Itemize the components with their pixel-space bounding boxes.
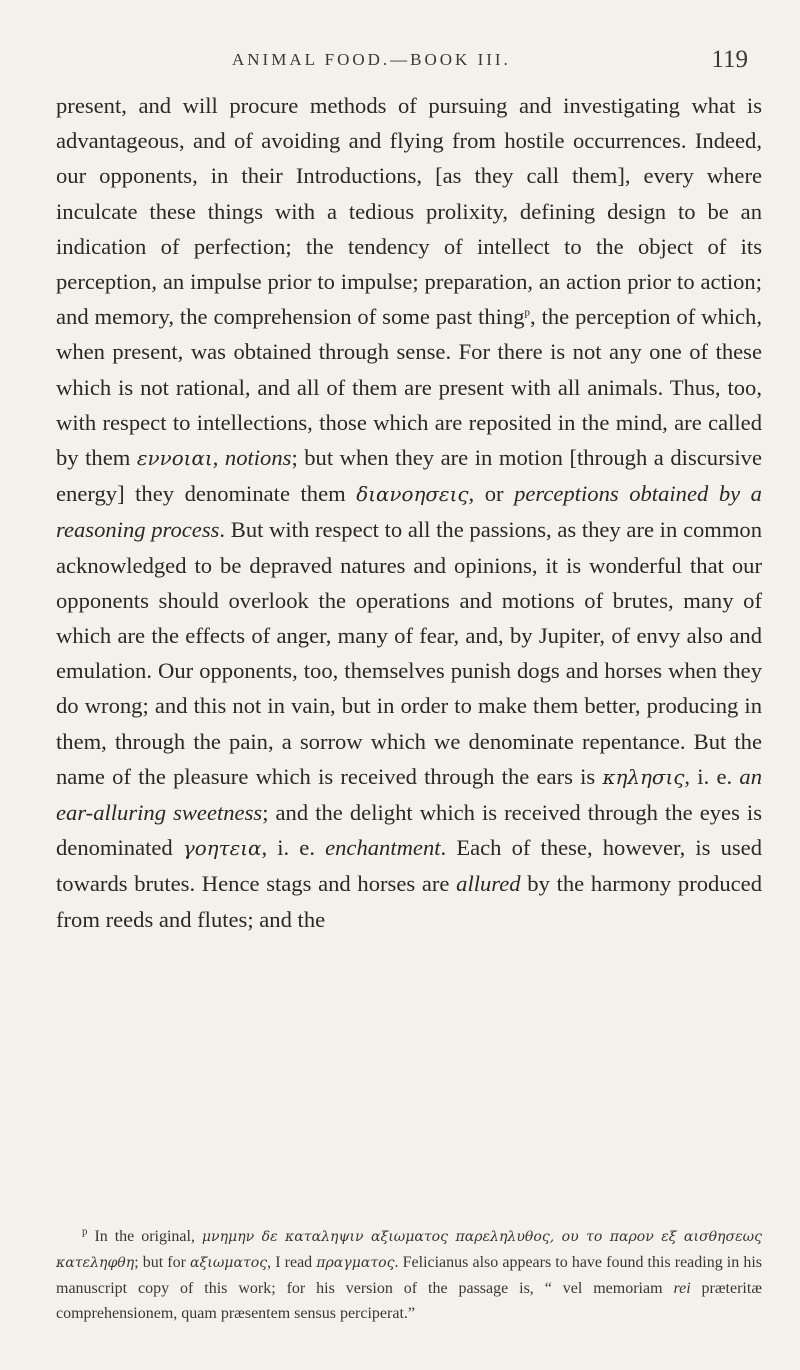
text-run: ; and the delight which is received through the eyes is denominated <box>56 800 762 861</box>
running-head <box>0 46 800 80</box>
body-paragraph <box>56 88 762 937</box>
greek-term: εννοιαι <box>136 447 213 471</box>
greek-term: πραγματος <box>316 1255 395 1271</box>
greek-term: κηλησις <box>602 765 685 789</box>
running-title: ANIMAL FOOD.—BOOK III. <box>232 50 511 69</box>
text-run: . Each of these, however, is used towards brutes. Hence stags and horses are <box>56 835 762 897</box>
text-run: , i. e. <box>261 835 326 861</box>
footnote-text: ; but for <box>134 1254 191 1271</box>
italic-term: an ear-alluring sweetness <box>56 763 762 826</box>
greek-quotation: μνημην δε καταληψιν αξιωματος παρεληλυθος, ου το παρον εξ αισθησεως κατεληφθη <box>56 1229 763 1271</box>
greek-term: γοητεια <box>182 837 262 861</box>
greek-term: διανοησεις <box>356 483 469 507</box>
text-run: ; but when they are in motion [through a discursive energy] they denominate them <box>56 445 762 507</box>
footnote-reference: p <box>524 306 531 319</box>
italic-term: enchantment <box>325 835 441 861</box>
text-run: , <box>212 445 225 471</box>
text-run: present, and will procure methods of pursuing and investigating what is advantageous, and of avoiding and flying from hostile occurrences. Indeed, our opponents, in their Introductions, [as they call them], every where inculcate these things with a tedious prolixity, defining design to be an indication of perfection; the tendency of intellect to the object of its perception, an impulse prior to impulse; preparation, an action prior to action; and memory, the comprehension of some past thing <box>56 93 762 330</box>
italic-term: allured <box>456 871 521 897</box>
text-run: , or <box>468 481 515 507</box>
footnote-marker: p <box>82 1225 88 1238</box>
italic-term: perceptions obtained by a reasoning process <box>56 481 762 543</box>
italic-term: notions <box>224 445 292 471</box>
footnote-text: In the original, <box>87 1228 202 1245</box>
text-run: , the perception of which, when present, was obtained through sense. For there is not any one of these which is not rational, and all of them are present with all animals. Thus, too, with respect to intellections, those which are reposited in the mind, are called by them <box>56 304 762 471</box>
greek-term: αξιωματος <box>190 1255 268 1271</box>
text-run: . But with respect to all the passions, as they are in common acknowledged to be depraved natures and opinions, it is wonderful that our opponents should overlook the operations and motions of brutes, many of which are the effects of anger, many of fear, and, by Jupiter, of envy also and emulation. Our opponents, too, themselves punish dogs and horses when they do wrong; and this not in vain, but in order to make them better, producing in them, through the pain, a sorrow which we denominate repentance. But the name of the pleasure which is received through the ears is <box>56 517 763 789</box>
footnote-text: . Felicianus also appears to have found this reading in his manuscript copy of this work; for his version of the passage is, “ vel memoriam <box>56 1254 763 1297</box>
footnote <box>56 1224 762 1326</box>
text-run: , i. e. <box>684 763 740 789</box>
text-run: by the harmony produced from reeds and flutes; and the <box>56 871 762 932</box>
footnote-text: præteritæ comprehensionem, quam præsentem sensus perciperat.” <box>56 1280 762 1322</box>
page-number: 119 <box>711 46 748 73</box>
italic-term: rei <box>673 1280 691 1297</box>
main-text <box>56 88 762 937</box>
footnote-text: , I read <box>267 1254 317 1271</box>
footnote-paragraph <box>56 1224 762 1326</box>
